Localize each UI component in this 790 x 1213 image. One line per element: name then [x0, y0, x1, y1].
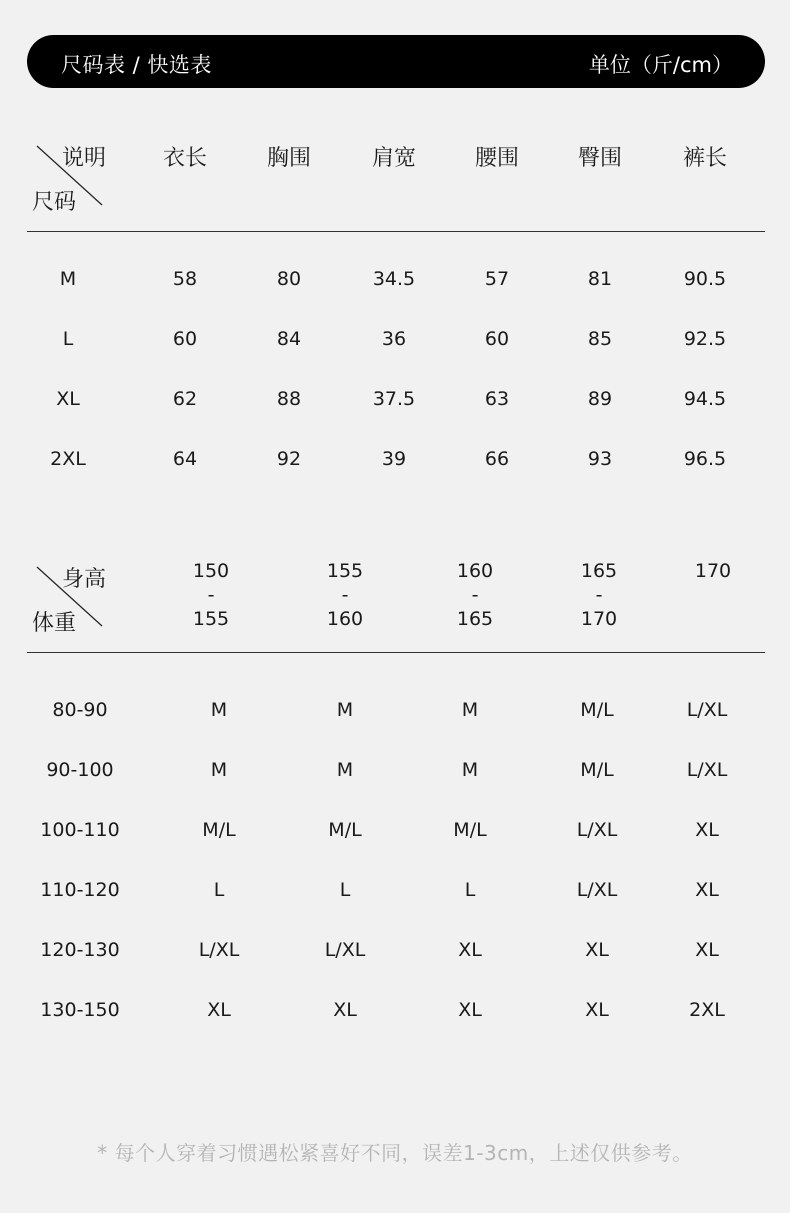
quick-select-cell: XL [207, 999, 231, 1021]
size-table-cell: 64 [172, 448, 198, 470]
quick-select-cell: XL [585, 939, 609, 961]
weight-row-label: 120-130 [40, 939, 120, 961]
height-range-dash [695, 583, 731, 607]
size-table-cell: 89 [587, 388, 613, 410]
height-range-from: 150 [192, 560, 230, 582]
quick-select-cell: L/XL [324, 939, 366, 961]
size-column-header: 腰围 [474, 146, 520, 171]
height-range-to: 155 [192, 608, 230, 630]
height-range-from: 165 [580, 560, 618, 582]
quick-select-cell: L/XL [576, 879, 618, 901]
size-table-cell: 63 [484, 388, 510, 410]
size-row-label: M [59, 268, 77, 290]
quick-select-cell: L [213, 879, 225, 901]
size-table-cell: 84 [276, 328, 302, 350]
size-corner-top-label: 说明 [62, 146, 107, 171]
size-table-cell: 36 [381, 328, 407, 350]
height-range-header [695, 559, 731, 631]
height-range-to: 160 [326, 608, 364, 630]
unit-label: 单位（斤/cm） [588, 53, 733, 77]
quick-corner-bottom-label: 体重 [32, 611, 77, 636]
quick-select-cell: M/L [453, 819, 487, 841]
height-range-header [193, 559, 229, 631]
size-row-label: L [62, 328, 74, 350]
size-table-cell: 58 [172, 268, 198, 290]
quick-select-cell: M [461, 759, 479, 781]
size-table-cell: 94.5 [683, 388, 727, 410]
height-range-from: 160 [456, 560, 494, 582]
size-column-header: 臀围 [577, 146, 623, 171]
height-range-dash: - [595, 584, 603, 606]
quick-select-cell: M [336, 699, 354, 721]
size-column-header: 裤长 [682, 146, 728, 171]
weight-row-label: 90-100 [46, 759, 114, 781]
size-table-cell: 93 [587, 448, 613, 470]
weight-row-label: 80-90 [52, 699, 108, 721]
size-table-cell: 66 [484, 448, 510, 470]
size-table-cell: 60 [484, 328, 510, 350]
height-range-to: 170 [580, 608, 618, 630]
weight-row-label: 130-150 [40, 999, 120, 1021]
size-table-cell: 90.5 [683, 268, 727, 290]
weight-row-label: 110-120 [40, 879, 120, 901]
size-table-cell: 62 [172, 388, 198, 410]
quick-select-cell: XL [333, 999, 357, 1021]
size-table-cell: 81 [587, 268, 613, 290]
quick-select-cell: M/L [202, 819, 236, 841]
height-range-from: 170 [694, 560, 732, 582]
height-range-header [457, 559, 493, 631]
quick-corner-top-label: 身高 [62, 567, 107, 592]
size-table-cell: 60 [172, 328, 198, 350]
quick-select-cell: XL [695, 939, 719, 961]
size-column-header: 肩宽 [371, 146, 417, 171]
height-range-header [581, 559, 617, 631]
quick-select-cell: L/XL [576, 819, 618, 841]
quick-select-cell: M/L [580, 699, 614, 721]
size-table-cell: 92 [276, 448, 302, 470]
height-range-dash: - [471, 584, 479, 606]
quick-select-cell: M/L [580, 759, 614, 781]
size-column-header: 衣长 [162, 146, 208, 171]
size-table-cell: 88 [276, 388, 302, 410]
quick-select-cell: 2XL [689, 999, 725, 1021]
quick-select-cell: L/XL [198, 939, 240, 961]
quick-select-cell: M [336, 759, 354, 781]
quick-select-cell: M [210, 759, 228, 781]
quick-select-cell: L/XL [686, 759, 728, 781]
size-table-cell: 37.5 [372, 388, 416, 410]
size-table-cell: 80 [276, 268, 302, 290]
size-corner-bottom-label: 尺码 [32, 190, 77, 215]
quick-select-cell: M [210, 699, 228, 721]
quick-table-divider [27, 652, 765, 653]
quick-select-cell: M/L [328, 819, 362, 841]
page-title: 尺码表 / 快选表 [61, 53, 212, 77]
quick-select-cell: L/XL [686, 699, 728, 721]
quick-select-cell: L [339, 879, 351, 901]
size-table-cell: 39 [381, 448, 407, 470]
height-range-from: 155 [326, 560, 364, 582]
height-range-dash: - [341, 584, 349, 606]
height-range-dash: - [207, 584, 215, 606]
height-range-to: 165 [456, 608, 494, 630]
size-row-label: XL [56, 388, 80, 410]
quick-select-cell: XL [458, 939, 482, 961]
quick-select-cell: XL [458, 999, 482, 1021]
quick-select-cell: XL [695, 879, 719, 901]
weight-row-label: 100-110 [40, 819, 120, 841]
quick-select-cell: XL [585, 999, 609, 1021]
quick-select-cell: M [461, 699, 479, 721]
size-row-label: 2XL [50, 448, 86, 470]
size-table-cell: 85 [587, 328, 613, 350]
quick-select-cell: L [464, 879, 476, 901]
size-table-cell: 96.5 [683, 448, 727, 470]
quick-select-cell: XL [695, 819, 719, 841]
height-range-header [327, 559, 363, 631]
size-table-cell: 57 [484, 268, 510, 290]
size-table-cell: 92.5 [683, 328, 727, 350]
size-table-cell: 34.5 [372, 268, 416, 290]
footnote: * 每个人穿着习惯遇松紧喜好不同，误差1-3cm，上述仅供参考。 [97, 1141, 693, 1165]
height-range-to [695, 607, 731, 631]
size-column-header: 胸围 [266, 146, 312, 171]
